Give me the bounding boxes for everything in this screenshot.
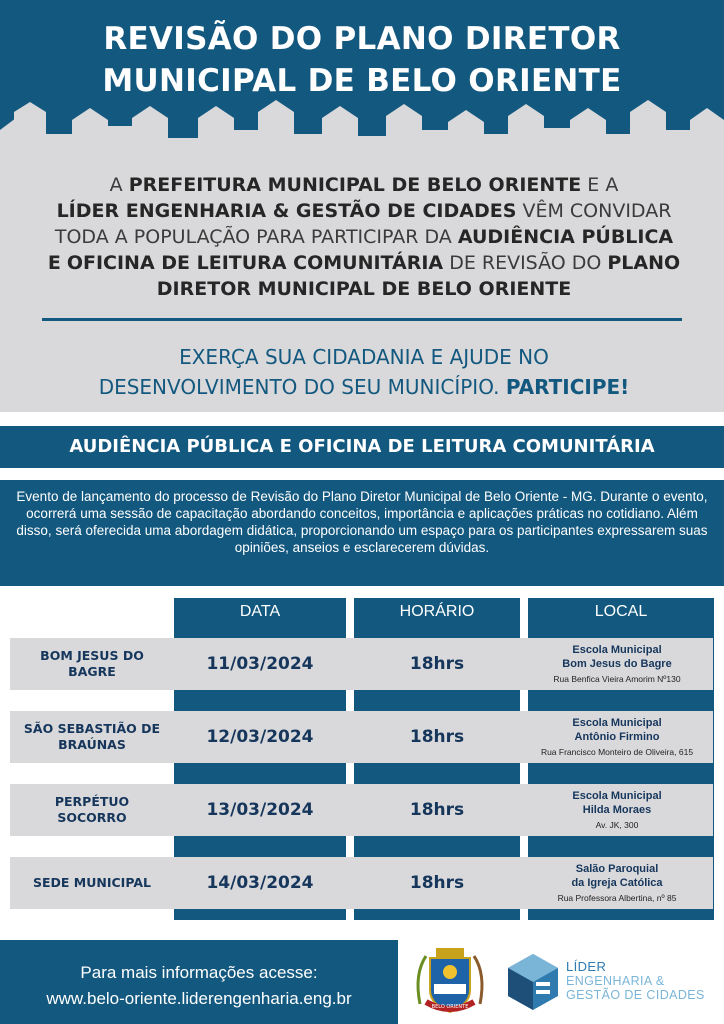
invite-toda: TODA A POPULAÇÃO PARA PARTICIPAR DA	[54, 226, 452, 248]
logo-line-1: LÍDER	[566, 959, 607, 974]
location-address: Rua Benfica Vieira Amorim Nº130	[553, 674, 681, 684]
row-location	[528, 857, 706, 909]
invite-a: A	[109, 174, 123, 196]
location-name-2: Antônio Firmino	[574, 731, 660, 743]
location-name-1: Escola Municipal	[572, 790, 662, 802]
table-row	[10, 857, 713, 909]
invite-audiencia: AUDIÊNCIA PÚBLICA	[457, 226, 674, 248]
row-place: PERPÉTUO SOCORRO	[54, 794, 130, 825]
location-name-1: Salão Paroquial	[575, 863, 659, 875]
invite-vem: VÊM CONVIDAR	[522, 200, 672, 222]
row-place: BOM JESUS DO BAGRE	[40, 648, 144, 679]
logo-line-2: ENGENHARIA &	[566, 974, 665, 988]
table-row	[10, 711, 713, 763]
location-address: Rua Francisco Monteiro de Oliveira, 615	[540, 747, 694, 757]
row-time: 18hrs	[409, 800, 465, 820]
title-line-1: REVISÃO DO PLANO DIRETOR	[103, 21, 621, 57]
info-label: Para mais informações acesse:	[80, 963, 318, 982]
invite-lider: LÍDER ENGENHARIA & GESTÃO DE CIDADES	[56, 200, 517, 222]
row-time: 18hrs	[409, 873, 465, 893]
header-date: DATA	[174, 598, 346, 638]
row-location	[528, 784, 706, 836]
cta-line-2: DESENVOLVIMENTO DO SEU MUNICÍPIO.	[98, 375, 500, 399]
divider-line	[42, 318, 682, 321]
location-name-2: Hilda Moraes	[582, 804, 652, 816]
location-name-1: Escola Municipal	[572, 717, 662, 729]
invite-e: E	[47, 252, 61, 274]
location-name-1: Escola Municipal	[572, 644, 662, 656]
lider-logo-icon	[506, 952, 560, 1012]
header-location: LOCAL	[528, 598, 714, 638]
row-time: 18hrs	[409, 654, 465, 674]
invitation-text	[14, 172, 714, 302]
invite-e-a: E A	[587, 174, 619, 196]
row-time: 18hrs	[409, 727, 465, 747]
section-description: Evento de lançamento do processo de Revisão do Plano Diretor Municipal de Belo Oriente - MG. Durante o evento, ocorrerá uma sessão de capacitação abordando conceitos, importância e aplicações práticas no cotidiano. Além disso, será oferecida uma abordagem didática, proporcionando um espaço para os participantes expressarem suas opiniões, anseios e esclarecerem dúvidas.	[0, 480, 724, 586]
invite-oficina: OFICINA DE LEITURA COMUNITÁRIA	[66, 252, 444, 274]
row-date: 13/03/2024	[206, 800, 314, 820]
invite-prefeitura: PREFEITURA MUNICIPAL DE BELO ORIENTE	[128, 174, 582, 196]
row-date: 11/03/2024	[206, 654, 314, 674]
row-location	[528, 638, 706, 690]
row-place: SÃO SEBASTIÃO DE BRAÚNAS	[23, 721, 161, 752]
call-to-action	[14, 342, 714, 402]
row-date: 14/03/2024	[206, 873, 314, 893]
cta-line-1: EXERÇA SUA CIDADANIA E AJUDE NO	[179, 345, 549, 369]
info-url-link[interactable]: www.belo-oriente.liderengenharia.eng.br	[46, 989, 352, 1008]
location-address: Av. JK, 300	[595, 820, 639, 830]
invite-de-revisao: DE REVISÃO DO	[449, 252, 602, 274]
location-address: Rua Professora Albertina, nº 85	[557, 893, 677, 903]
row-place: SEDE MUNICIPAL	[33, 875, 151, 890]
header-time: HORÁRIO	[354, 598, 520, 638]
footer-info	[0, 940, 398, 1024]
row-location	[528, 711, 706, 763]
invite-diretor: DIRETOR MUNICIPAL DE BELO ORIENTE	[156, 278, 572, 300]
table-row	[10, 784, 713, 836]
invite-plano: PLANO	[607, 252, 681, 274]
crest-label: BELO ORIENTE	[431, 1004, 469, 1010]
location-name-2: da Igreja Católica	[571, 877, 663, 889]
municipal-crest-icon	[412, 944, 488, 1020]
row-date: 12/03/2024	[206, 727, 314, 747]
logo-line-3: GESTÃO DE CIDADES	[566, 988, 705, 1002]
lider-logo-text	[566, 960, 716, 1002]
location-name-2: Bom Jesus do Bagre	[562, 658, 672, 670]
page-title	[0, 18, 724, 102]
table-row	[10, 638, 713, 690]
section-title: AUDIÊNCIA PÚBLICA E OFICINA DE LEITURA COMUNITÁRIA	[0, 426, 724, 468]
title-line-2: MUNICIPAL DE BELO ORIENTE	[102, 63, 622, 99]
cta-participe: PARTICIPE!	[505, 375, 630, 399]
